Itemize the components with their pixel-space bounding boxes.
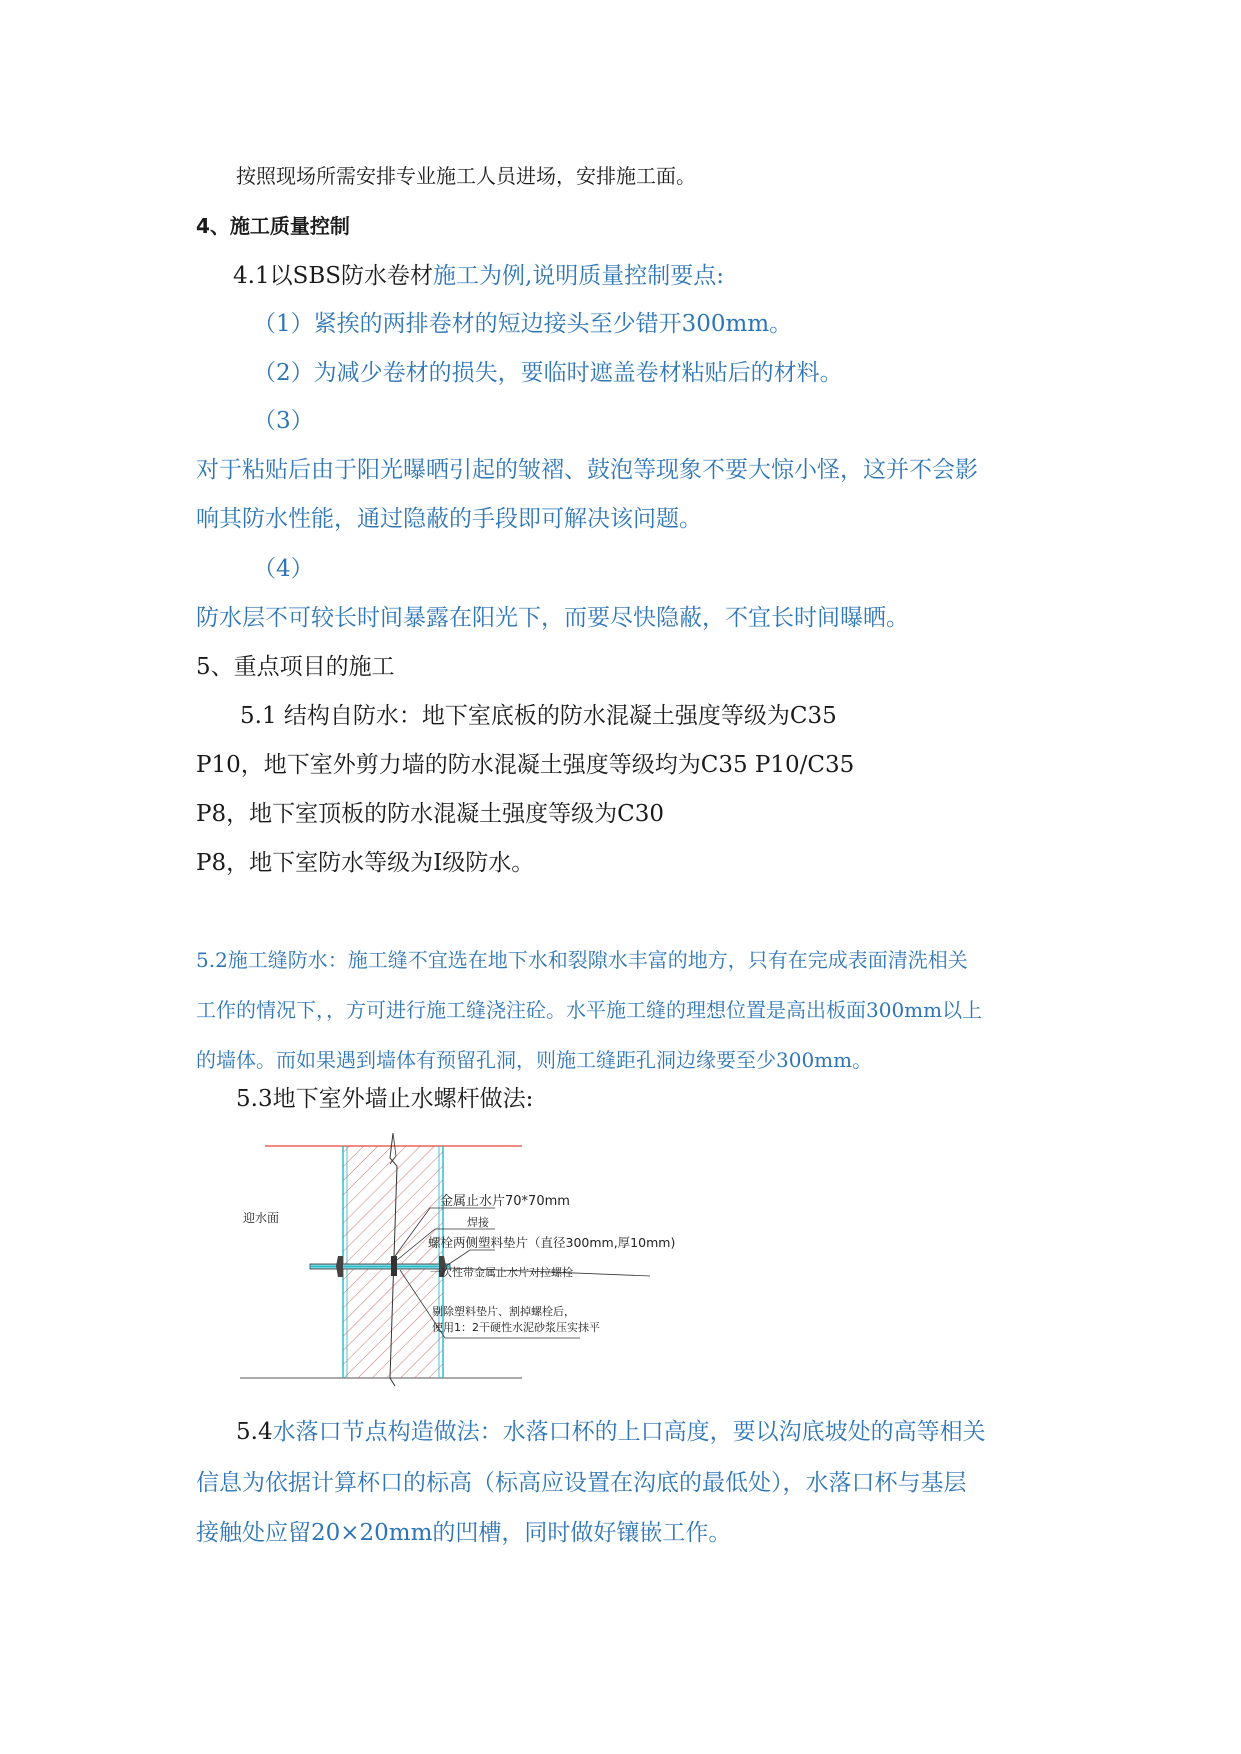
quality-item-3-line-2: 响其防水性能，通过隐蔽的手段即可解决该问题。 (196, 506, 702, 532)
section-5-4-line-3: 接触处应留20×20mm的凹槽，同时做好镶嵌工作。 (196, 1520, 732, 1546)
section-5-1-line-3: P8，地下室顶板的防水混凝土强度等级为C30 (196, 801, 664, 827)
section-5-4-number: 5.4 (236, 1419, 273, 1445)
section-4-1-lead: 4.1以SBS防水卷材 (233, 263, 433, 289)
intro-paragraph: 按照现场所需安排专业施工人员进场，安排施工面。 (236, 164, 696, 188)
section-4-1-rest: 施工为例,说明质量控制要点: (433, 263, 725, 289)
label-pad: 螺栓两侧塑料垫片（直径300mm,厚10mm) (428, 1235, 676, 1250)
water-stop-plate (391, 1256, 397, 1276)
label-remove-2: 使用1：2干硬性水泥砂浆压实抹平 (432, 1321, 600, 1334)
section-5-2-line-3: 的墙体。而如果遇到墙体有预留孔洞，则施工缝距孔洞边缘要至少300mm。 (196, 1048, 873, 1072)
quality-item-1: （1）紧挨的两排卷材的短边接头至少错开300mm。 (253, 311, 793, 337)
pad-left (336, 1256, 343, 1277)
leader-pad (446, 1250, 495, 1266)
quality-item-4-number: （4） (253, 556, 314, 582)
quality-item-3-line-1: 对于粘贴后由于阳光曝晒引起的皱褶、鼓泡等现象不要大惊小怪，这并不会影 (196, 457, 978, 483)
section-5-2-line-2: 工作的情况下，，方可进行施工缝浇注砼。水平施工缝的理想位置是高出板面300mm以上 (196, 998, 983, 1022)
label-bolt: 一次性带金属止水片对拉螺栓 (430, 1266, 573, 1279)
section-5-1-line-1: 5.1 结构自防水：地下室底板的防水混凝土强度等级为C35 (240, 703, 837, 729)
quality-item-2: （2）为减少卷材的损失，要临时遮盖卷材粘贴后的材料。 (253, 360, 843, 386)
label-water-face: 迎水面 (243, 1211, 280, 1225)
bolt-detail-drawing (240, 1128, 740, 1391)
section-5-4-line-2: 信息为依据计算杯口的标高（标高应设置在沟底的最低处），水落口杯与基层 (196, 1470, 967, 1496)
section-5-4-line-1 (236, 1421, 986, 1444)
label-remove-1: 剔除塑料垫片、割掉螺栓后， (432, 1305, 575, 1318)
section-5-2-line-1: 5.2施工缝防水：施工缝不宜选在地下水和裂隙水丰富的地方，只有在完成表面清洗相关 (196, 948, 968, 972)
section-4-1-paragraph (233, 265, 724, 288)
section-5-1-line-4: P8，地下室防水等级为Ⅰ级防水。 (196, 850, 535, 876)
section-5-4-text: 水落口节点构造做法：水落口杯的上口高度，要以沟底坡处的高等相关 (272, 1419, 986, 1445)
section-4-heading: 4、施工质量控制 (196, 214, 350, 238)
label-weld: 焊接 (467, 1216, 489, 1229)
quality-item-3-number: （3） (253, 408, 314, 434)
quality-item-4-line-1: 防水层不可较长时间暴露在阳光下，而要尽快隐蔽，不宜长时间曝晒。 (196, 605, 909, 631)
section-5-1-line-2: P10，地下室外剪力墙的防水混凝土强度等级均为C35 P10/C35 (196, 752, 855, 778)
label-plate: 金属止水片70*70mm (440, 1194, 570, 1209)
section-5-heading: 5、重点项目的施工 (196, 654, 395, 680)
section-5-3-heading: 5.3地下室外墙止水螺杆做法: (236, 1086, 534, 1112)
